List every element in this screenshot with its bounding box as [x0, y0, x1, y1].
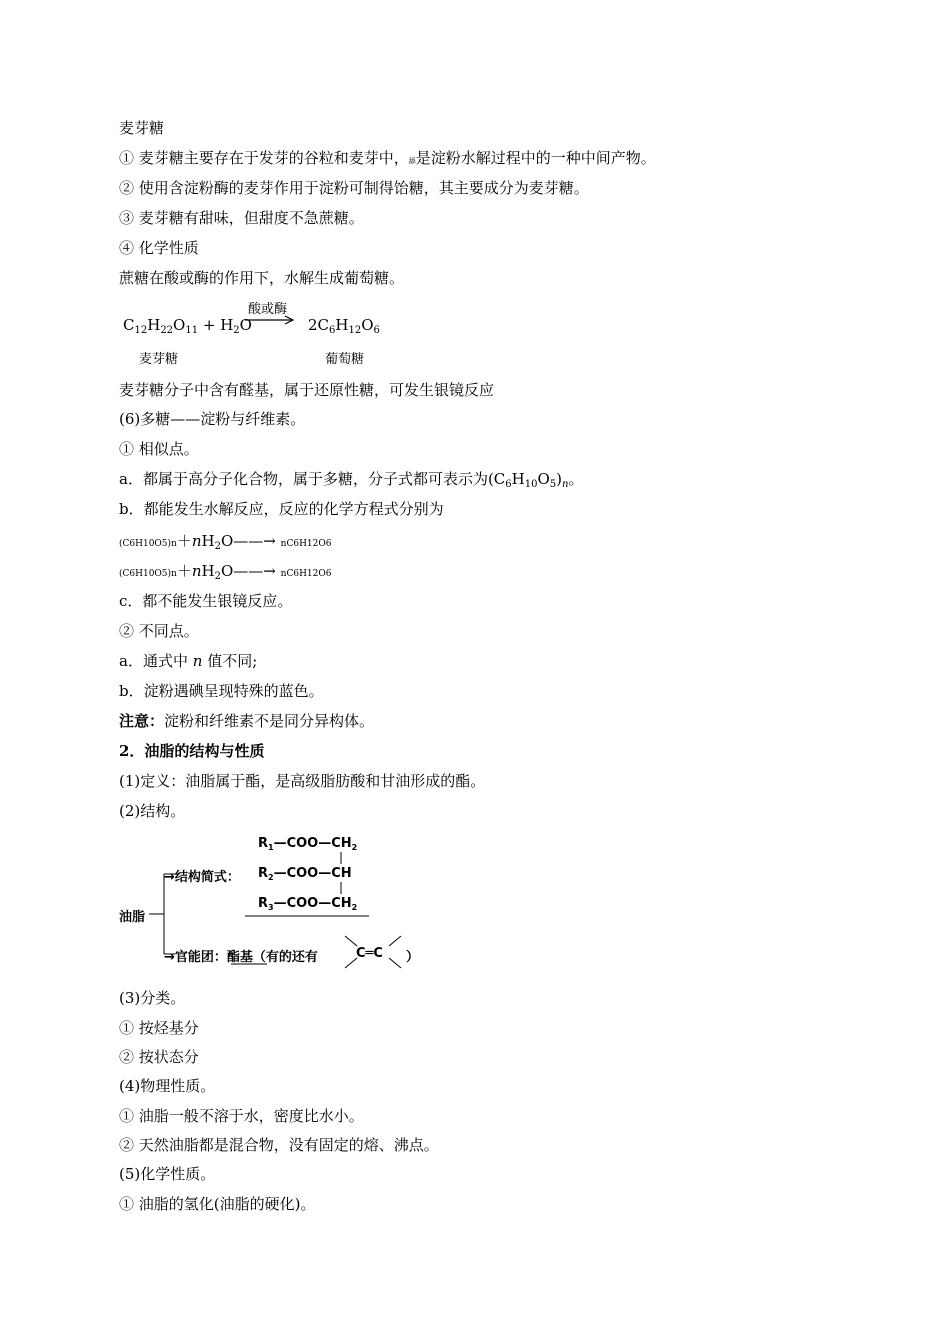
- physical-property-2: ② 天然油脂都是混合物，没有固定的熔、沸点。: [119, 1136, 439, 1154]
- maltose-point-2: ② 使用含淀粉酶的麦芽作用于淀粉可制得饴糖，其主要成分为麦芽糖。: [119, 179, 589, 197]
- similarity-b: b．都能发生水解反应，反应的化学方程式分别为: [119, 500, 444, 518]
- hydrolysis-equation-1: $(C6H10O5)n+nH_2O——\to nC6H12O6$: [119, 532, 332, 552]
- physical-property-1: ① 油脂一般不溶于水，密度比水小。: [119, 1107, 364, 1125]
- heading-maltose: 麦芽糖: [119, 119, 165, 137]
- chemical-property-1: ① 油脂的氢化(油脂的硬化)。: [119, 1195, 316, 1213]
- fat-row-1: $R_1—COO—CH_2$: [258, 836, 358, 852]
- note-line: 注意：淀粉和纤维素不是同分异构体。: [119, 712, 375, 730]
- fat-root-label: 油脂: [119, 910, 146, 925]
- chemical-properties-heading: (5)化学性质。: [119, 1165, 216, 1183]
- maltose-point-3: ③ 麦芽糖有甜味，但甜度不急蔗糖。: [119, 209, 364, 227]
- note-close: ）: [406, 950, 420, 965]
- equation-label-maltose: 麦芽糖: [139, 352, 179, 367]
- fats-structure-heading: (2)结构。: [119, 802, 186, 820]
- difference-a: a．通式中 n 值不同;: [119, 652, 258, 670]
- fat-row-2: $R_2—COO—CH$: [258, 866, 352, 882]
- equation-rhs: $2C_6H_{12}O_6$: [308, 316, 380, 336]
- ester-group: 酯基: [226, 950, 253, 965]
- difference-b: b．淀粉遇碘呈现特殊的蓝色。: [119, 682, 324, 700]
- physical-properties-heading: (4)物理性质。: [119, 1077, 216, 1095]
- classification-1: ① 按烃基分: [119, 1019, 199, 1037]
- classification-heading: (3)分类。: [119, 989, 186, 1007]
- equation-condition: 酸或酶: [248, 302, 288, 317]
- maltose-point-4: ④ 化学性质: [119, 239, 199, 257]
- hydrolysis-equation-2: $(C6H10O5)n+nH_2O——\to nC6H12O6$: [119, 562, 332, 582]
- classification-2: ② 按状态分: [119, 1048, 199, 1066]
- similarity-heading: ① 相似点。: [119, 440, 199, 458]
- similarity-a: a．都属于高分子化合物，属于多糖，分子式都可表示为$(C_6H_{10}O_5)_n$。: [119, 470, 584, 490]
- fat-row-3: $R_3—COO—CH_2$: [258, 896, 358, 912]
- fats-section-heading: 2．油脂的结构与性质: [119, 742, 265, 760]
- similarity-c: c．都不能发生银镜反应。: [119, 592, 293, 610]
- equation-lhs: $C_{12}H_{22}O_{11} + H_2O$: [123, 316, 252, 336]
- reaction-arrow: [245, 315, 297, 325]
- equation-label-glucose: 葡萄糖: [325, 352, 365, 367]
- alkene-group: C═C: [356, 946, 383, 961]
- maltose-point-1: ① 麦芽糖主要存在于发芽的谷粒和麦芽中，舔是淀粉水解过程中的一种中间产物。: [119, 149, 656, 167]
- fats-definition: (1)定义：油脂属于酯，是高级脂肪酸和甘油形成的酯。: [119, 772, 486, 790]
- difference-heading: ② 不同点。: [119, 622, 199, 640]
- polysaccharide-heading: (6)多糖——淀粉与纤维素。: [119, 410, 306, 428]
- functional-group-label: →官能团：酯基（有的还有: [164, 950, 318, 965]
- maltose-aldehyde-text: 麦芽糖分子中含有醛基，属于还原性糖，可发生银镜反应: [119, 381, 495, 399]
- sucrose-hydrolysis-text: 蔗糖在酸或酶的作用下，水解生成葡萄糖。: [119, 269, 405, 287]
- structural-formula-label: →结构简式：: [164, 870, 240, 885]
